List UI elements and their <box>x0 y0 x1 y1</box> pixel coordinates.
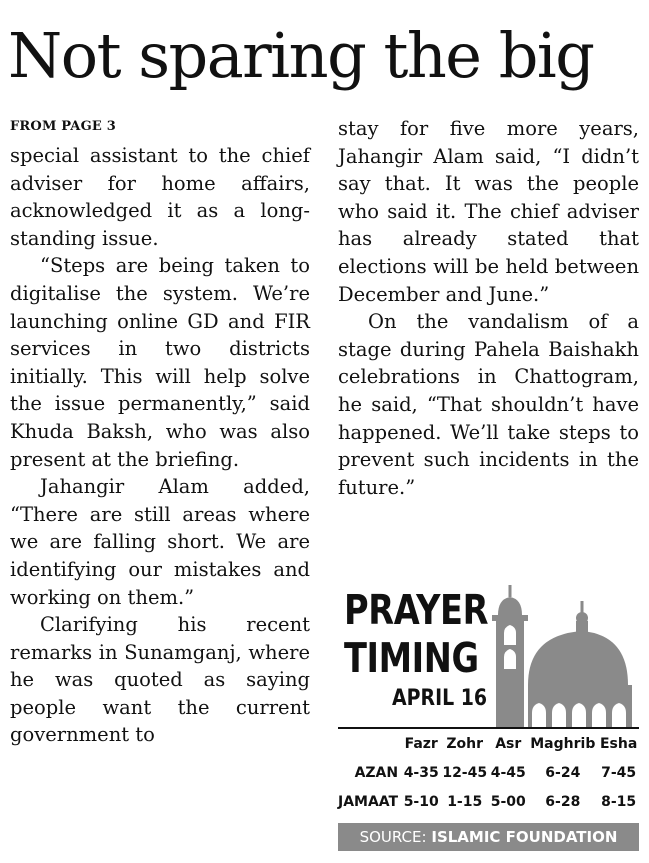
time-cell: 7-45 <box>601 764 637 781</box>
column-header: Zohr <box>446 736 484 752</box>
article-column-2 <box>338 115 639 501</box>
table-header-row <box>338 730 639 758</box>
time-cell: 4-35 <box>403 764 439 781</box>
time-cell: 5-00 <box>490 793 526 810</box>
paragraph: stay for five more years, Jahangir Alam said, “I didn’t say that. It was the people who said it. The chief adviser has already stated that elections will be held between December and June.” <box>338 117 639 306</box>
mosque-icon <box>492 585 632 727</box>
source-bar <box>338 823 639 851</box>
paragraph: On the vandalism of a stage during Pahela Baishakh celebrations in Chattogram, he said, “That shouldn’t have happened. We’ll take steps to prevent such incidents in the future.” <box>338 310 639 499</box>
column-header: Asr <box>495 736 522 752</box>
source-prefix: SOURCE: <box>359 828 427 846</box>
table-row <box>338 758 639 787</box>
time-cell: 8-15 <box>601 793 637 810</box>
time-cell: 6-28 <box>545 793 581 810</box>
row-label: AZAN <box>354 764 399 781</box>
time-cell: 1-15 <box>447 793 483 810</box>
time-cell: 5-10 <box>403 793 439 810</box>
paragraph: special assistant to the chief adviser for home affairs, acknowledged it as a long-standing issue. <box>10 144 310 250</box>
row-label: JAMAAT <box>338 793 399 810</box>
prayer-title-line1: PRAYER <box>344 586 489 634</box>
table-row <box>338 787 639 816</box>
article-column-1 <box>10 142 310 749</box>
time-cell: 4-45 <box>490 764 526 781</box>
paragraph: Jahangir Alam added, “There are still areas where we are falling short. We are identifying our mistakes and working on them.” <box>10 475 310 609</box>
prayer-timing-table <box>338 730 639 816</box>
paragraph: “Steps are being taken to digitalise the system. We’re launching online GD and FIR services in two districts initially. This will help solve the issue permanently,” said Khuda Baksh, who was also present at the briefing. <box>10 254 310 471</box>
time-cell: 12-45 <box>442 764 488 781</box>
prayer-date: APRIL 16 <box>392 686 488 711</box>
paragraph: Clarifying his recent remarks in Sunamganj, where he was quoted as saying people want the current government to <box>10 613 310 747</box>
source-name: ISLAMIC FOUNDATION <box>431 828 618 846</box>
column-header: Esha <box>599 736 638 752</box>
headline: Not sparing the big <box>8 19 594 92</box>
prayer-title-line2: TIMING <box>344 634 479 682</box>
column-header: Maghrib <box>530 736 596 752</box>
table-top-rule <box>338 727 639 729</box>
time-cell: 6-24 <box>545 764 581 781</box>
column-header: Fazr <box>404 736 438 752</box>
dateline: FROM PAGE 3 <box>10 119 116 134</box>
